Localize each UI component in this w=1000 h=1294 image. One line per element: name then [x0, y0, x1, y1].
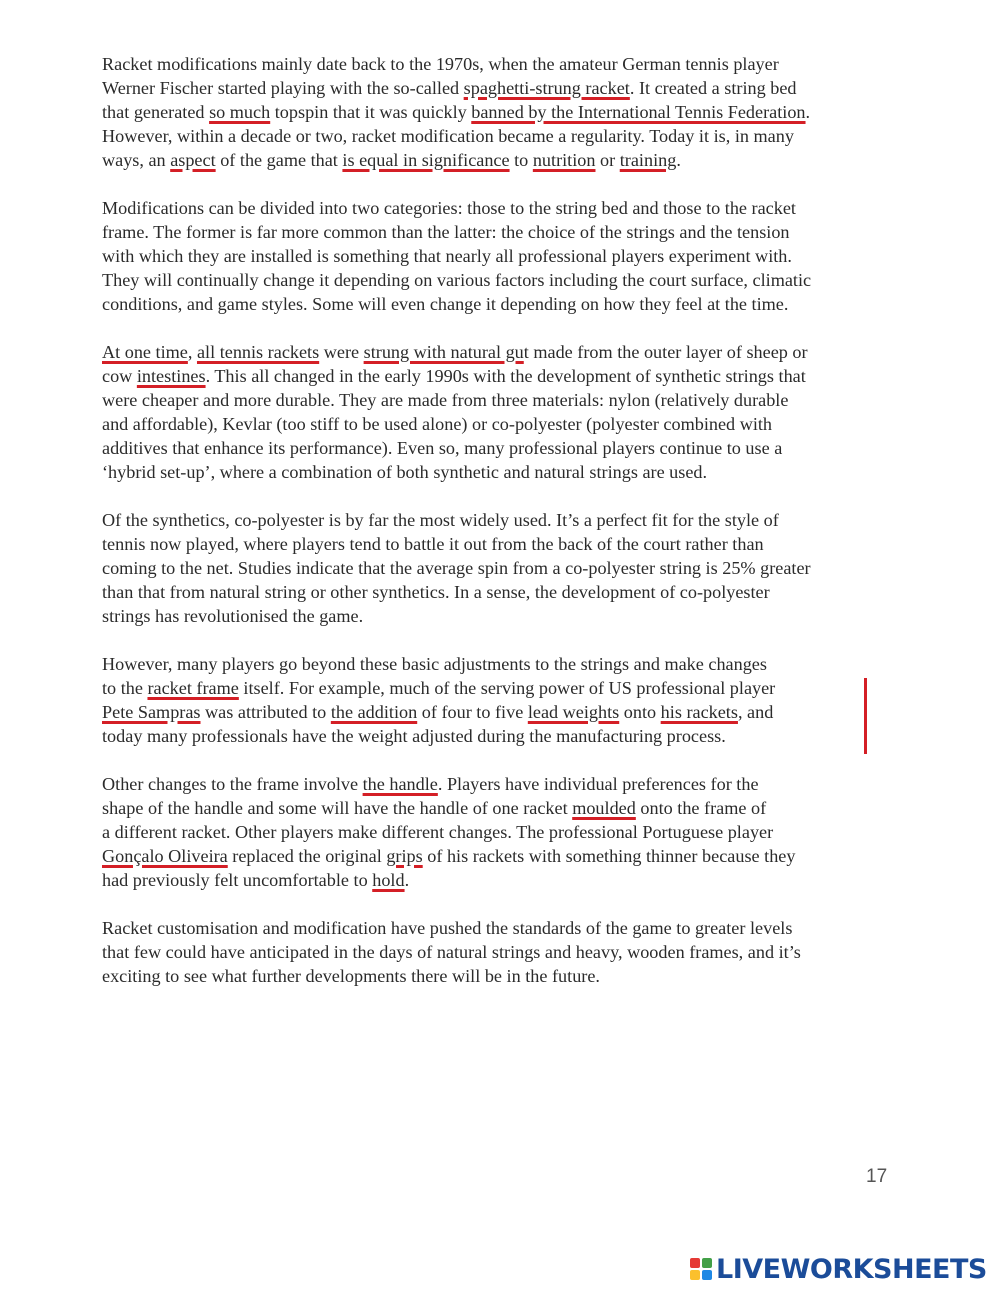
text-line: [102, 340, 902, 364]
text-line: [102, 676, 902, 700]
text-segment: However, many players go beyond these basic adjustments to the strings and make changes: [102, 654, 767, 674]
underlined-phrase: Gonçalo Oliveira: [102, 846, 228, 866]
text-line: [102, 820, 902, 844]
logo-square-green: [702, 1258, 712, 1268]
underlined-phrase: his rackets: [660, 702, 738, 722]
text-segment: Other changes to the frame involve: [102, 774, 363, 794]
text-segment: had previously felt uncomfortable to: [102, 870, 373, 890]
text-line: [102, 388, 902, 412]
paragraph-1: [102, 52, 902, 172]
logo-square-red: [690, 1258, 700, 1268]
article-text: [102, 52, 902, 1012]
text-line: [102, 412, 902, 436]
text-segment: . Players have individual preferences for the: [437, 774, 759, 794]
text-line: [102, 436, 902, 460]
text-segment: were cheaper and more durable. They are made from three materials: nylon (relatively durable: [102, 390, 789, 410]
underlined-phrase: all tennis rackets: [196, 342, 320, 362]
text-segment: today many professionals have the weight adjusted during the manufacturing process.: [102, 726, 726, 746]
underlined-phrase: nutrition: [532, 150, 596, 170]
text-line: [102, 292, 902, 316]
text-line: [102, 940, 902, 964]
text-segment: and affordable), Kevlar (too stiff to be used alone) or co-polyester (polyester combined with: [102, 414, 773, 434]
text-segment: Werner Fischer started playing with the so-called: [102, 78, 464, 98]
text-segment: of four to five: [417, 702, 528, 722]
text-line: [102, 580, 902, 604]
text-segment: conditions, and game styles. Some will even change it depending on how they feel at the time.: [102, 294, 789, 314]
text-segment: a different racket. Other players make different changes. The professional Portuguese player: [102, 822, 774, 842]
text-segment: coming to the net. Studies indicate that the average spin from a co-polyester string is 25% greater: [102, 558, 811, 578]
text-segment: . It created a string bed: [629, 78, 797, 98]
text-line: [102, 724, 902, 748]
text-segment: to: [509, 150, 533, 170]
text-segment: onto: [619, 702, 661, 722]
text-segment: ‘hybrid set-up’, where a combination of both synthetic and natural strings are used.: [102, 462, 708, 482]
text-line: [102, 772, 902, 796]
text-segment: .: [404, 870, 410, 890]
logo-square-yellow: [690, 1270, 700, 1280]
underlined-phrase: so much: [209, 102, 271, 122]
text-segment: .: [676, 150, 681, 170]
underlined-phrase: moulded: [572, 798, 636, 818]
text-segment: Racket customisation and modification have pushed the standards of the game to greater levels: [102, 918, 793, 938]
text-line: [102, 52, 902, 76]
text-segment: topspin that it was quickly: [270, 102, 472, 122]
liveworksheets-brand[interactable]: [690, 1252, 987, 1286]
text-segment: that generated: [102, 102, 210, 122]
text-segment: than that from natural string or other synthetics. In a sense, the development of co-polyester: [102, 582, 770, 602]
text-line: [102, 100, 902, 124]
text-line: [102, 76, 902, 100]
text-segment: strings has revolutionised the game.: [102, 606, 364, 626]
page-number: 17: [866, 1166, 888, 1187]
text-segment: Racket modifications mainly date back to the 1970s, when the amateur German tennis player: [102, 54, 779, 74]
paragraph-3: [102, 340, 902, 484]
margin-marker-line: [864, 678, 867, 754]
text-line: [102, 796, 902, 820]
paragraph-2: [102, 196, 902, 316]
underlined-phrase: At one time: [102, 342, 188, 362]
paragraph-4: [102, 508, 902, 628]
text-line: [102, 460, 902, 484]
underlined-phrase: spaghetti-strung racket: [463, 78, 630, 98]
underlined-phrase: banned by the International Tennis Federation: [471, 102, 806, 122]
text-segment: of the game that: [215, 150, 343, 170]
text-segment: onto the frame of: [635, 798, 767, 818]
text-segment: However, within a decade or two, racket modification became a regularity. Today it is, in many: [102, 126, 794, 146]
paragraph-7: [102, 916, 902, 988]
underlined-phrase: strung with natural gu: [363, 342, 524, 362]
underlined-phrase: is equal in significance: [342, 150, 510, 170]
text-line: [102, 916, 902, 940]
text-line: [102, 244, 902, 268]
text-segment: Of the synthetics, co-polyester is by far the most widely used. It’s a perfect fit for the style of: [102, 510, 779, 530]
text-line: [102, 508, 902, 532]
text-segment: Modifications can be divided into two categories: those to the string bed and those to the racket: [102, 198, 796, 218]
text-line: [102, 604, 902, 628]
text-segment: . This all changed in the early 1990s with the development of synthetic strings that: [205, 366, 806, 386]
text-line: [102, 196, 902, 220]
text-segment: itself. For example, much of the serving power of US professional player: [238, 678, 776, 698]
text-segment: cow: [102, 366, 137, 386]
underlined-phrase: grips: [386, 846, 423, 866]
text-segment: that few could have anticipated in the days of natural strings and heavy, wooden frames, and it’s: [102, 942, 801, 962]
text-segment: was attributed to: [200, 702, 331, 722]
text-segment: were: [319, 342, 364, 362]
underlined-phrase: the handle: [362, 774, 438, 794]
brand-name: LIVEWORKSHEETS: [716, 1253, 987, 1285]
text-line: [102, 844, 902, 868]
text-line: [102, 652, 902, 676]
text-line: [102, 532, 902, 556]
underlined-phrase: aspect: [170, 150, 216, 170]
text-line: [102, 124, 902, 148]
text-line: [102, 268, 902, 292]
text-line: [102, 556, 902, 580]
text-segment: , and: [737, 702, 774, 722]
text-line: [102, 148, 902, 172]
text-segment: of his rackets with something thinner because they: [422, 846, 796, 866]
text-segment: to the: [102, 678, 148, 698]
text-segment: ways, an: [102, 150, 171, 170]
underlined-phrase: intestines: [136, 366, 206, 386]
text-segment: replaced the original: [227, 846, 387, 866]
underlined-phrase: the addition: [330, 702, 418, 722]
text-segment: tennis now played, where players tend to battle it out from the back of the court rather than: [102, 534, 764, 554]
underlined-phrase: training: [619, 150, 677, 170]
text-segment: frame. The former is far more common than the latter: the choice of the strings and the tension: [102, 222, 790, 242]
underlined-phrase: lead weights: [527, 702, 620, 722]
text-segment: additives that enhance its performance). Even so, many professional players continue to use a: [102, 438, 783, 458]
text-segment: exciting to see what further developments there will be in the future.: [102, 966, 600, 986]
paragraph-5: [102, 652, 902, 748]
text-line: [102, 364, 902, 388]
text-segment: t made from the outer layer of sheep or: [523, 342, 808, 362]
underlined-phrase: Pete Sampras: [102, 702, 201, 722]
text-line: [102, 700, 902, 724]
text-segment: .: [805, 102, 811, 122]
text-segment: or: [595, 150, 620, 170]
text-line: [102, 220, 902, 244]
text-segment: ,: [187, 342, 197, 362]
paragraph-6: [102, 772, 902, 892]
logo-square-blue: [702, 1270, 712, 1280]
text-segment: They will continually change it depending on various factors including the court surface, climatic: [102, 270, 812, 290]
liveworksheets-logo-icon: [690, 1258, 712, 1280]
text-segment: with which they are installed is something that nearly all professional players experiment with.: [102, 246, 792, 266]
text-line: [102, 868, 902, 892]
underlined-phrase: hold: [372, 870, 405, 890]
underlined-phrase: racket frame: [147, 678, 239, 698]
text-line: [102, 964, 902, 988]
text-segment: shape of the handle and some will have the handle of one racket: [102, 798, 573, 818]
